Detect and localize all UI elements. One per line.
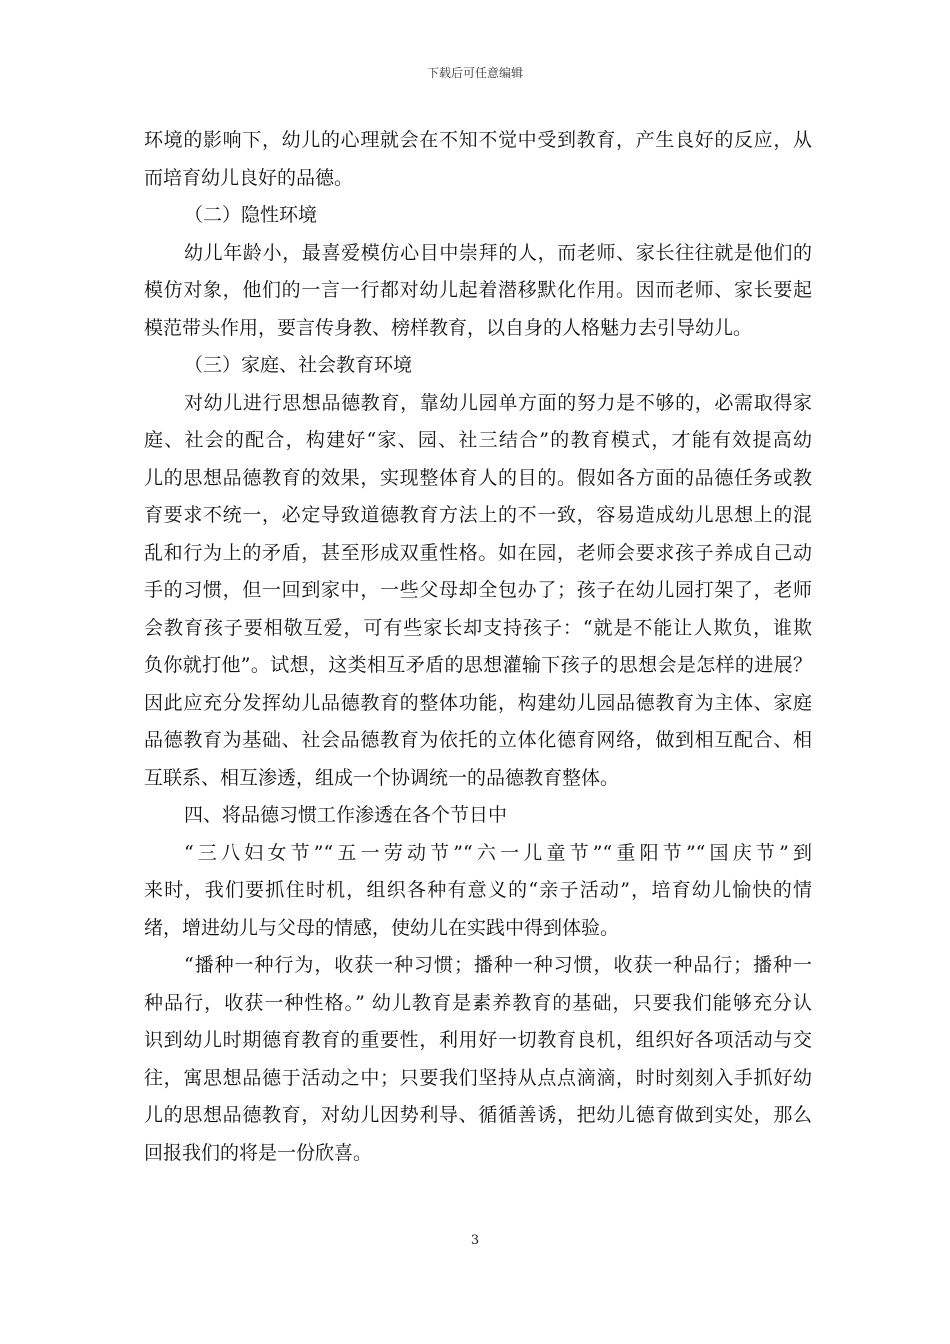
text-line: （三）家庭、社会教育环境 (184, 354, 413, 376)
text-line: 负你就打他”。试想，这类相互矛盾的思想灌输下孩子的思想会是怎样的进展？ (144, 654, 812, 676)
text-line: “播种一种行为，收获一种习惯；播种一种习惯，收获一种品行；播种一 (184, 954, 812, 976)
text-line: 儿的思想品德教育，对幼儿因势利导、循循善诱，把幼儿德育做到实处，那么 (144, 1104, 812, 1126)
text-line: 四、将品德习惯工作渗透在各个节日中 (184, 804, 508, 826)
text-line: 幼儿年龄小，最喜爱模仿心目中崇拜的人，而老师、家长往往就是他们的 (184, 241, 812, 264)
text-line: （二）隐性环境 (184, 204, 318, 226)
text-line: 品德教育为基础、社会品德教育为依托的立体化德育网络，做到相互配合、相 (144, 729, 812, 751)
text-line: 互联系、相互渗透，组成一个协调统一的品德教育整体。 (144, 766, 620, 789)
page-number: 3 (470, 1233, 480, 1248)
page-header: 下载后可任意编辑 (426, 66, 523, 80)
text-line: 儿的思想品德教育的效果，实现整体育人的目的。假如各方面的品德任务或教 (144, 466, 812, 489)
text-line: 识到幼儿时期德育教育的重要性，利用好一切教育良机，组织好各项活动与交 (144, 1029, 812, 1051)
text-line: 回报我们的将是一份欣喜。 (144, 1141, 373, 1164)
text-line: 育要求不统一，必定导致道德教育方法上的不一致，容易造成幼儿思想上的混 (144, 504, 812, 526)
text-line: 模范带头作用，要言传身教、榜样教育，以自身的人格魅力去引导幼儿。 (144, 316, 753, 339)
text-line: 乱和行为上的矛盾，甚至形成双重性格。如在园，老师会要求孩子养成自己动 (144, 541, 812, 564)
text-line: 模仿对象，他们的一言一行都对幼儿起着潜移默化作用。因而老师、家长要起 (144, 279, 812, 301)
text-line: 会教育孩子要相敬互爱，可有些家长却支持孩子：“就是不能让人欺负，谁欺 (144, 616, 812, 639)
text-line: 而培育幼儿良好的品德。 (144, 166, 354, 189)
text-line: “三八妇女节”“五一劳动节”“六一儿童节”“重阳节”“国庆节”到 (184, 841, 812, 864)
text-line: 种品行，收获一种性格。” 幼儿教育是素养教育的基础，只要我们能够充分认 (144, 991, 812, 1014)
text-line: 绪，增进幼儿与父母的情感，使幼儿在实践中得到体验。 (144, 916, 620, 939)
text-line: 对幼儿进行思想品德教育，靠幼儿园单方面的努力是不够的，必需取得家 (184, 391, 812, 414)
text-line: 因此应充分发挥幼儿品德教育的整体功能，构建幼儿园品德教育为主体、家庭 (144, 691, 812, 714)
text-line: 手的习惯，但一回到家中，一些父母却全包办了；孩子在幼儿园打架了，老师 (144, 579, 812, 601)
document-body (144, 122, 812, 1172)
text-line: 往，寓思想品德于活动之中；只要我们坚持从点点滴滴，时时刻刻入手抓好幼 (144, 1066, 812, 1089)
text-line: 来时，我们要抓住时机，组织各种有意义的“亲子活动”，培育幼儿愉快的情 (144, 879, 812, 901)
text-line: 环境的影响下，幼儿的心理就会在不知不觉中受到教育，产生良好的反应，从 (144, 129, 812, 151)
text-line: 庭、社会的配合，构建好“家、园、社三结合”的教育模式，才能有效提高幼 (144, 429, 812, 451)
